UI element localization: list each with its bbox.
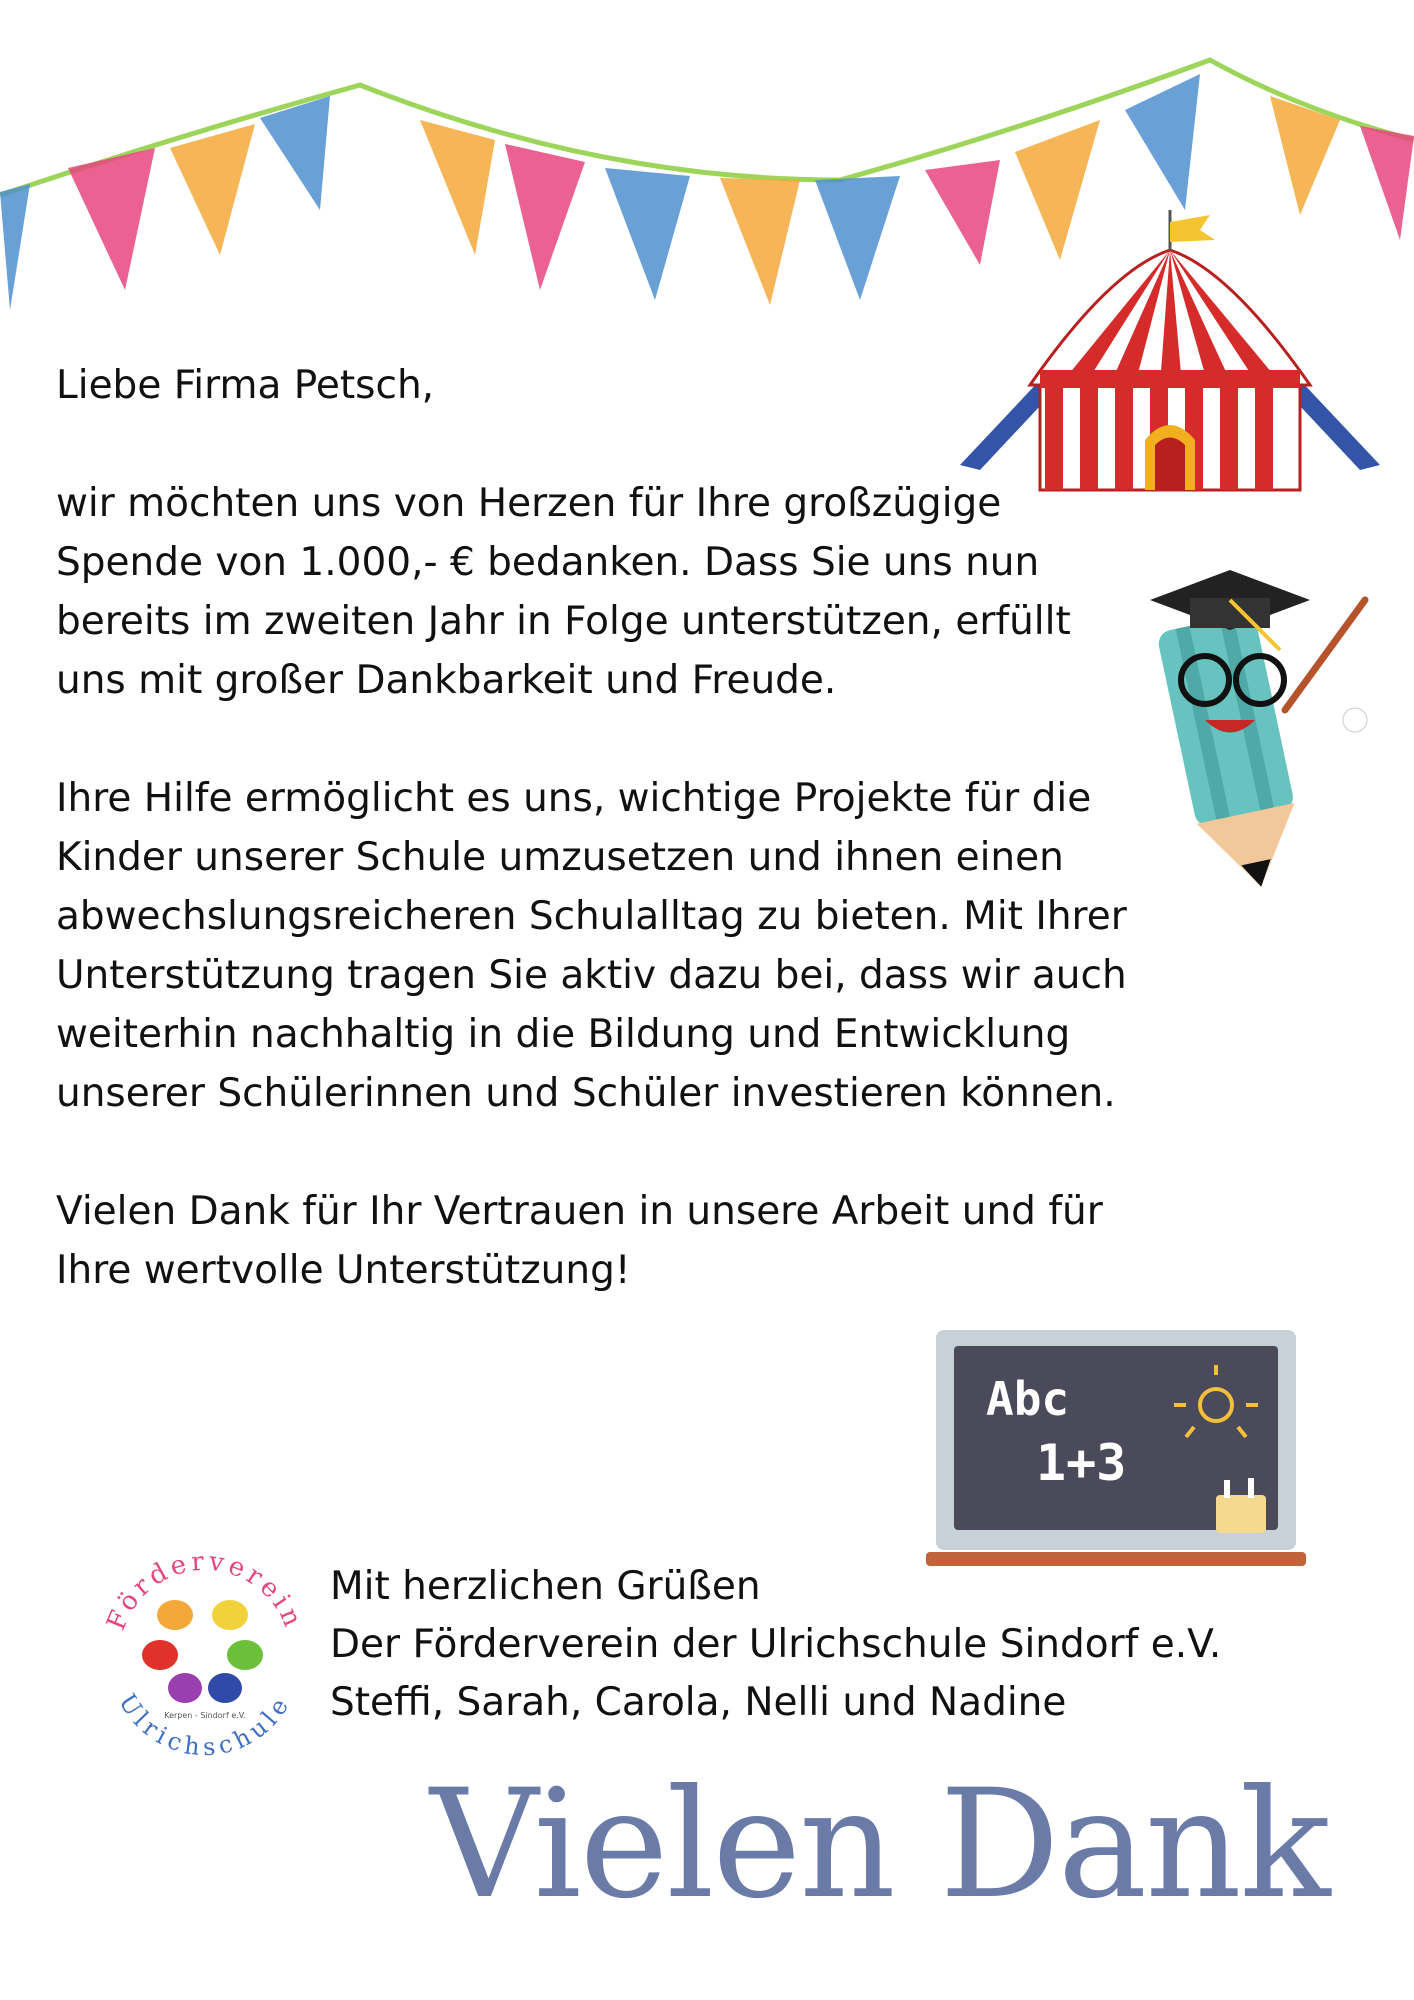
pencil-mascot-illustration (1130, 540, 1390, 900)
letter-paragraph-2: Ihre Hilfe ermöglicht es uns, wichtige Projekte für die Kinder unserer Schule umzusetzen und ihnen einen abwechslungsreicheren Schulalltag zu bieten. Mit Ihrer Unterstützung tragen Sie aktiv dazu bei, dass wir auch weiterhin nachhaltig in die Bildung und Entwicklung unserer Schülerinnen und Schüler investieren können. (56, 776, 1127, 1116)
svg-text:Förderverein (101, 1547, 308, 1635)
logo-small-text: Kerpen - Sindorf e.V. (164, 1711, 246, 1720)
letter-paragraph-1: wir möchten uns von Herzen für Ihre großzügige Spende von 1.000,- € bedanken. Dass Sie uns nun bereits im zweiten Jahr in Folge unterstützen, erfüllt uns mit großer Dankbarkeit und Freude. (56, 481, 1071, 703)
foerderverein-logo (90, 1530, 320, 1760)
letter-paragraph-3: Vielen Dank für Ihr Vertrauen in unsere Arbeit und für Ihre wertvolle Unterstützung! (56, 1189, 1103, 1293)
signature-organization: Der Förderverein der Ulrichschule Sindorf e.V. (330, 1622, 1222, 1667)
svg-text:Ulrichschule (113, 1689, 296, 1760)
logo-top-text: Förderverein (101, 1546, 309, 1635)
signature-names: Steffi, Sarah, Carola, Nelli und Nadine (330, 1680, 1067, 1725)
chalkboard-text-sum: 1+3 (1036, 1434, 1127, 1492)
logo-bottom-text: Ulrichschule (113, 1688, 297, 1760)
signature-block (330, 1558, 1221, 1732)
letter-greeting: Liebe Firma Petsch, (56, 363, 435, 408)
signature-closing: Mit herzlichen Grüßen (330, 1564, 761, 1609)
footer-title: Vielen Dank (430, 1758, 1329, 1932)
letter-body (56, 356, 1156, 1359)
chalkboard-text-abc: Abc (986, 1372, 1070, 1426)
hands-icon (142, 1600, 263, 1703)
chalkboard-illustration (926, 1330, 1306, 1570)
